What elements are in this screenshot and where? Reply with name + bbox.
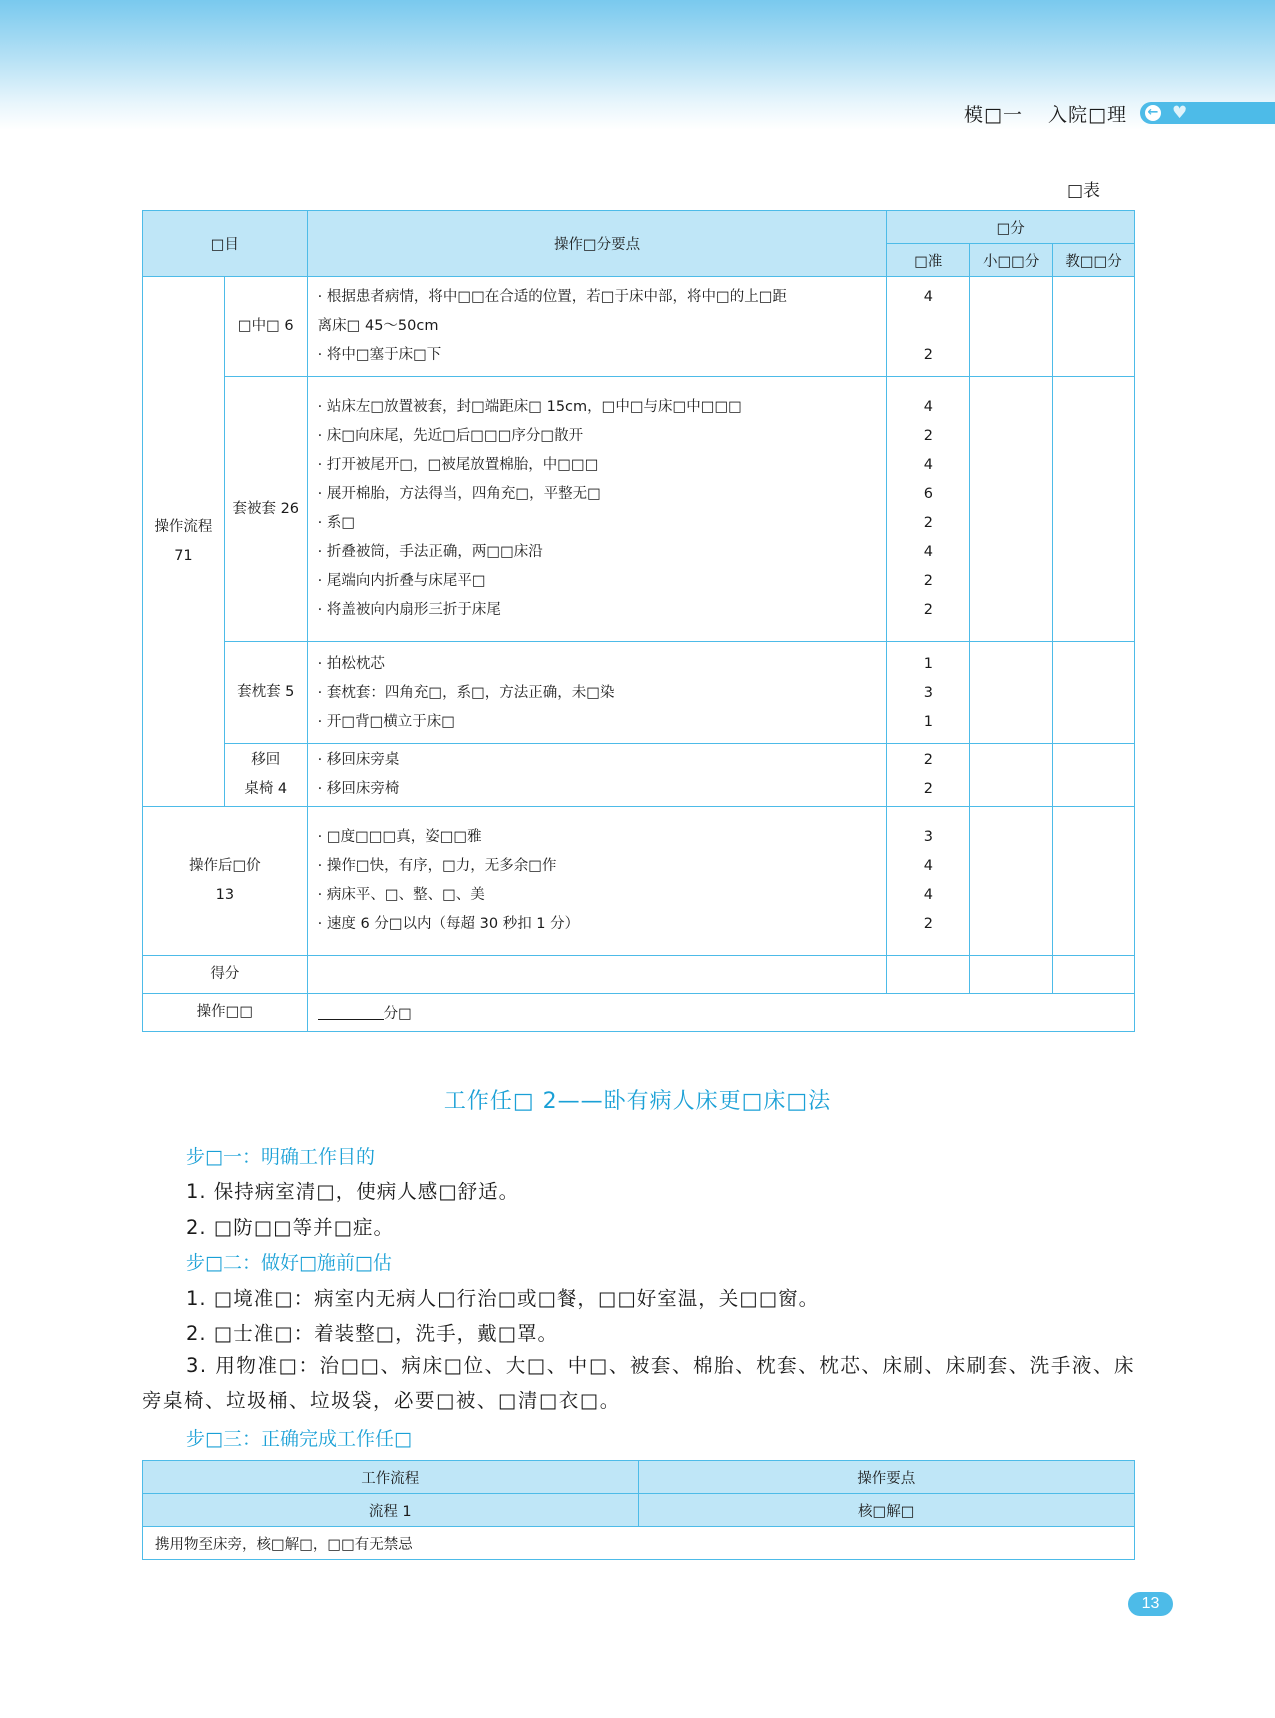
standard-scores: 4 2 xyxy=(887,277,970,377)
sub-items: · 站床左□放置被套，封□端距床□ 15cm，□中□与床□中□□□ · 床□向床尾，先近□后□□□序分□散开 · 打开被尾开□，□被尾放置棉胎，中□□□ · 展开棉胎，方法得当，四角充□，平整无□ · 系□ · 折叠被筒，手法正确，两□□床沿 · 尾端向内折叠与床尾平□ · 将盖被向内扇形三折于床尾 xyxy=(307,377,887,642)
page-number: 13 xyxy=(1128,1592,1173,1616)
teacher-score-cell[interactable] xyxy=(1053,642,1135,744)
sub-items: · 移回床旁桌 · 移回床旁椅 xyxy=(307,744,887,807)
after-items: · □度□□□真，姿□□雅 · 操作□快，有序，□力，无多余□作 · 病床平、□、整、□、美 · 速度 6 分□以内（每超 30 秒扣 1 分） xyxy=(307,807,887,956)
teacher-score-cell[interactable] xyxy=(1053,744,1135,807)
table-caption: □表 xyxy=(1067,181,1101,201)
sub-items: · 根据患者病情，将中□□在合适的位置，若□于床中部，将中□的上□距 离床□ 45～50cm · 将中□塞于床□下 xyxy=(307,277,887,377)
table-row xyxy=(143,744,1135,807)
sub-label: 移回 桌椅 4 xyxy=(224,744,307,807)
step-1-item-2: 2. □防□□等并□症。 xyxy=(186,1216,394,1239)
after-label: 操作后□价 13 xyxy=(143,807,308,956)
flow-step-note: 携用物至床旁，核□解□，□□有无禁忌 xyxy=(143,1527,1135,1560)
step-2-title: 步□二：做好□施前□估 xyxy=(186,1252,392,1274)
time-row xyxy=(143,994,1135,1032)
table-row xyxy=(143,1527,1135,1560)
standard-scores: 3 4 4 2 xyxy=(887,807,970,956)
score-table xyxy=(142,210,1135,1032)
sub-label: □中□ 6 xyxy=(224,277,307,377)
flow-step-name: 流程 1 xyxy=(143,1494,639,1527)
step-2-item-3: 3. 用物准□：治□□、病床□位、大□、中□、被套、棉胎、枕套、枕芯、床刷、床刷套、洗手液、床旁桌椅、垃圾桶、垃圾袋，必要□被、□清□衣□。 xyxy=(142,1354,1135,1412)
header-tab xyxy=(1140,102,1275,124)
table-row xyxy=(143,377,1135,642)
running-header xyxy=(958,100,1127,127)
col-head-item: □目 xyxy=(143,211,308,277)
section-title: 工作任□ 2——卧有病人床更□床□法 xyxy=(443,1089,832,1114)
step-1-item-1: 1. 保持病室清□，使病人感□舒适。 xyxy=(186,1180,520,1203)
col-head-teacher: 教□□分 xyxy=(1053,244,1135,277)
flow-col-head-process: 工作流程 xyxy=(143,1461,639,1494)
col-head-group: 小□□分 xyxy=(970,244,1053,277)
total-row xyxy=(143,956,1135,994)
total-standard-cell xyxy=(887,956,970,994)
col-head-standard: □准 xyxy=(887,244,970,277)
total-group-cell[interactable] xyxy=(970,956,1053,994)
step-1-title: 步□一：明确工作目的 xyxy=(186,1146,375,1168)
flow-table xyxy=(142,1460,1135,1560)
group-score-cell[interactable] xyxy=(970,744,1053,807)
table-row xyxy=(143,277,1135,377)
step-2-item-1: 1. □境准□：病室内无病人□行治□或□餐，□□好室温，关□□窗。 xyxy=(186,1287,820,1310)
col-head-points: 操作□分要点 xyxy=(307,211,887,277)
table-row xyxy=(143,807,1135,956)
process-label: 操作流程 71 xyxy=(143,277,225,807)
standard-scores: 1 3 1 xyxy=(887,642,970,744)
time-label: 操作□□ xyxy=(143,994,308,1032)
group-score-cell[interactable] xyxy=(970,807,1053,956)
standard-scores: 4 2 4 6 2 4 2 2 xyxy=(887,377,970,642)
time-blank[interactable] xyxy=(318,1003,384,1020)
header-chapter: 入院□理 xyxy=(1048,104,1127,126)
sub-label: 套被套 26 xyxy=(224,377,307,642)
group-score-cell[interactable] xyxy=(970,642,1053,744)
teacher-score-cell[interactable] xyxy=(1053,807,1135,956)
header-module: 模□一 xyxy=(964,104,1023,126)
total-label: 得分 xyxy=(143,956,308,994)
total-teacher-cell[interactable] xyxy=(1053,956,1135,994)
table-row xyxy=(143,1494,1135,1527)
flow-col-head-points: 操作要点 xyxy=(638,1461,1135,1494)
step-2-item-2: 2. □士准□：着装整□，洗手，戴□罩。 xyxy=(186,1322,558,1345)
heart-icon: ♥ xyxy=(1172,103,1188,123)
flow-step-point: 核□解□ xyxy=(638,1494,1135,1527)
group-score-cell[interactable] xyxy=(970,377,1053,642)
total-points-cell xyxy=(307,956,887,994)
sub-label: 套枕套 5 xyxy=(224,642,307,744)
teacher-score-cell[interactable] xyxy=(1053,277,1135,377)
teacher-score-cell[interactable] xyxy=(1053,377,1135,642)
step-3-title: 步□三：正确完成工作任□ xyxy=(186,1428,412,1450)
time-unit: 分□ xyxy=(383,1006,412,1022)
table-row xyxy=(143,642,1135,744)
col-head-score: □分 xyxy=(887,211,1135,244)
back-arrow-icon: ← xyxy=(1145,105,1161,121)
sub-items: · 拍松枕芯 · 套枕套：四角充□，系□，方法正确，未□染 · 开□背□横立于床□ xyxy=(307,642,887,744)
group-score-cell[interactable] xyxy=(970,277,1053,377)
time-value-cell[interactable] xyxy=(307,994,1134,1032)
standard-scores: 2 2 xyxy=(887,744,970,807)
